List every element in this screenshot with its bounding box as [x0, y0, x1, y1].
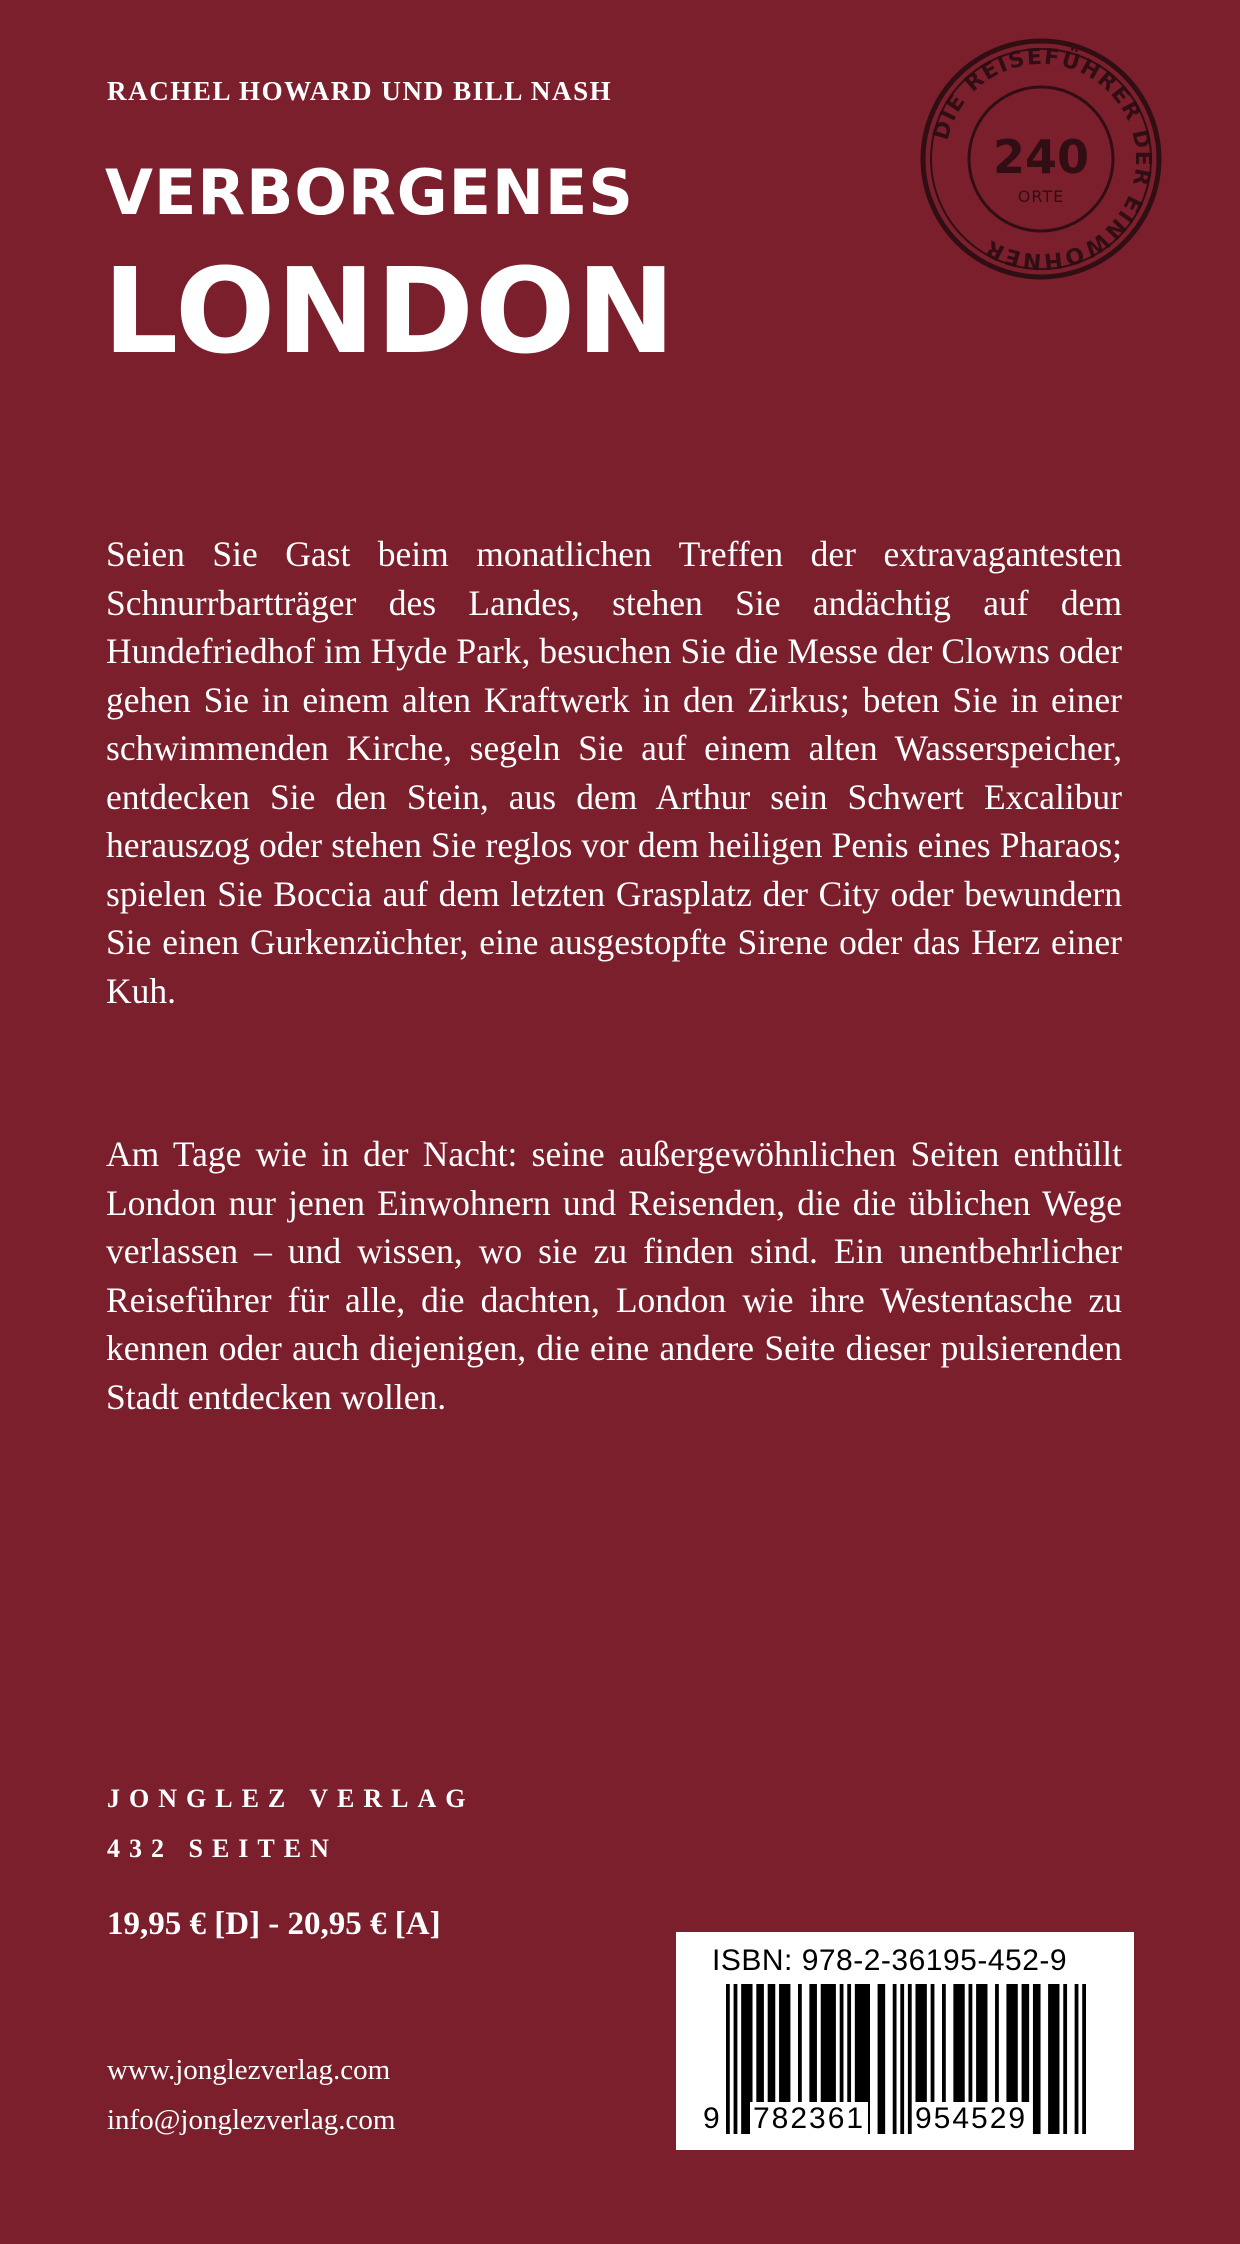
barcode-digit-first: 9 — [703, 2102, 722, 2135]
stamp-seal — [918, 36, 1164, 282]
barcode-bar — [1063, 1984, 1067, 2134]
barcode-box — [676, 1932, 1134, 2150]
barcode-bar — [1048, 1984, 1059, 2134]
barcode-digits-left: 782361 — [750, 2102, 868, 2136]
stamp-arc-text: DIE REISEFÜHRER DER EINWOHNER — [928, 44, 1156, 274]
barcode-bar — [1033, 1984, 1041, 2134]
website-link: www.jonglezverlag.com — [107, 2054, 391, 2086]
isbn-label: ISBN: 978-2-36195-452-9 — [712, 1944, 1068, 1977]
barcode-bar — [900, 1984, 904, 2134]
barcode-bar — [1075, 1984, 1079, 2134]
stamp-label: ORTE — [1017, 187, 1065, 206]
barcode-bar — [726, 1984, 730, 2134]
barcode-bar — [893, 1984, 897, 2134]
barcode-bar — [1082, 1984, 1086, 2134]
stamp-number: 240 — [992, 130, 1090, 184]
author-names: RACHEL HOWARD UND BILL NASH — [107, 76, 613, 106]
barcode-bar — [734, 1984, 738, 2134]
blurb-paragraph-2: Am Tage wie in der Nacht: seine außergewöhnlichen Seiten enthüllt London nur jenen Einwohnern und Reisenden, die die üblichen Wege verlassen – und wissen, wo sie zu finden sind. Ein unentbehrlicher Reiseführer für alle, die dachten, London wie ihre Westentasche zu kennen oder auch diejenigen, die eine andere Seite dieser pulsierenden Stadt entdecken wollen. — [106, 1134, 1122, 1417]
barcode-bar — [878, 1984, 886, 2134]
title-line-2: LONDON — [103, 242, 677, 380]
barcode-digits-right: 954529 — [912, 2102, 1030, 2136]
title-line-1: VERBORGENES — [105, 156, 634, 229]
page-count: 432 SEITEN — [107, 1834, 338, 1863]
blurb-paragraph-1: Seien Sie Gast beim monatlichen Treffen der extravagantesten Schnurrbartträger des Landes, stehen Sie andächtig auf dem Hundefriedhof im Hyde Park, besuchen Sie die Messe der Clowns oder gehen Sie in einem alten Kraftwerk in den Zirkus; beten Sie in einer schwimmenden Kirche, segeln Sie auf einem alten Wasserspeicher, entdecken Sie den Stein, aus dem Arthur sein Schwert Excalibur herauszog oder stehen Sie reglos vor dem heiligen Penis eines Pharaos; spielen Sie Boccia auf dem letzten Grasplatz der City oder bewundern Sie einen Gurkenzüchter, eine ausgestopfte Sirene oder das Herz einer Kuh. — [106, 534, 1122, 1011]
publisher-name: JONGLEZ VERLAG — [107, 1784, 475, 1813]
email-address: info@jonglezverlag.com — [107, 2104, 396, 2136]
price: 19,95 € [D] - 20,95 € [A] — [107, 1906, 441, 1942]
